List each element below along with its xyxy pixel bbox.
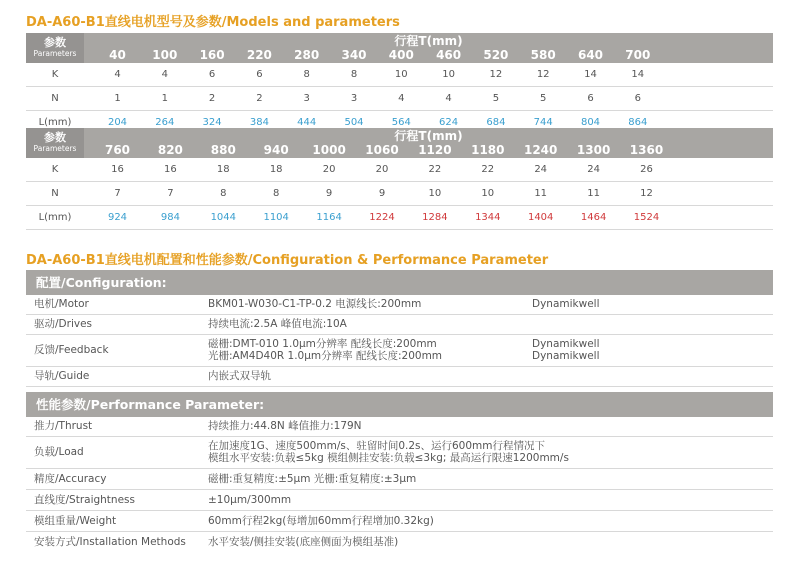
- stroke-value: 1000: [312, 143, 346, 157]
- stroke-value: 520: [483, 48, 509, 62]
- cell-n: 1: [114, 93, 121, 104]
- row-label: N: [51, 188, 59, 199]
- accuracy-value: 磁栅:重复精度:±5μm 光栅:重复精度:±3μm: [208, 473, 417, 485]
- stroke-value: 340: [341, 48, 367, 62]
- perf-row-straightness: [26, 490, 773, 511]
- stroke-label: 行程T(mm): [394, 34, 463, 48]
- cell-l: 864: [628, 117, 648, 128]
- cell-k: 20: [322, 164, 336, 175]
- config-row-feedback: [26, 335, 773, 367]
- motor-brand: Dynamikwell: [532, 298, 600, 310]
- cell-k: 10: [394, 69, 408, 80]
- cell-n: 8: [273, 188, 280, 199]
- row-label: K: [51, 164, 59, 175]
- feedback-line-1: 磁栅:DMT-010 1.0μm分辨率 配线长度:200mm: [208, 338, 437, 350]
- cell-l: 1524: [633, 212, 660, 223]
- cell-n: 6: [634, 93, 641, 104]
- cell-n: 4: [398, 93, 405, 104]
- stroke-value: 400: [388, 48, 414, 62]
- stroke-value: 700: [625, 48, 651, 62]
- cell-k: 4: [161, 69, 168, 80]
- cell-l: 744: [533, 117, 553, 128]
- cell-l: 1464: [580, 212, 607, 223]
- thrust-label: 推力/Thrust: [34, 420, 93, 432]
- cell-k: 8: [350, 69, 358, 80]
- row-label: N: [51, 93, 59, 104]
- load-label: 负载/Load: [34, 446, 84, 458]
- cell-l: 384: [249, 117, 269, 128]
- cell-k: 12: [536, 69, 550, 80]
- cell-k: 10: [442, 69, 455, 80]
- installation-value: 水平安装/侧挂安装(底座侧面为模组基准): [208, 536, 399, 548]
- stroke-value: 1240: [523, 143, 558, 157]
- cell-l: 1044: [210, 212, 237, 223]
- stroke-label: 行程T(mm): [394, 129, 463, 143]
- guide-label: 导轨/Guide: [34, 370, 90, 382]
- stroke-value: 760: [104, 143, 131, 157]
- cell-n: 4: [445, 93, 452, 104]
- cell-k: 8: [303, 69, 310, 80]
- row-label: K: [51, 69, 59, 80]
- cell-l: 444: [297, 117, 317, 128]
- config-row-drives: [26, 315, 773, 335]
- stroke-value: 1180: [471, 143, 505, 157]
- perf-row-weight: [26, 511, 773, 532]
- config-row-motor: [26, 295, 773, 315]
- cell-l: 1104: [263, 212, 289, 223]
- cell-n: 12: [640, 188, 653, 199]
- cell-l: 264: [155, 117, 175, 128]
- cell-k: 24: [587, 164, 600, 175]
- cell-l: 504: [344, 117, 364, 128]
- drives-value: 持续电流:2.5A 峰值电流:10A: [208, 318, 347, 330]
- perf-row-thrust: [26, 417, 773, 437]
- config-section-title: DA-A60-B1直线电机配置和性能参数/Configuration & Performance Parameter: [26, 253, 549, 268]
- stroke-value: 880: [210, 143, 236, 157]
- feedback-brand-1: Dynamikwell: [532, 338, 600, 350]
- cell-l: 924: [107, 212, 128, 223]
- cell-n: 1: [161, 93, 168, 104]
- cell-l: 624: [439, 117, 459, 128]
- row-l: [26, 206, 773, 230]
- stroke-value: 280: [294, 48, 320, 62]
- cell-k: 6: [208, 69, 216, 80]
- cell-n: 3: [350, 93, 358, 104]
- cell-n: 6: [587, 93, 594, 104]
- cell-k: 12: [489, 69, 503, 80]
- cell-n: 9: [325, 188, 333, 199]
- stroke-value: 160: [199, 48, 225, 62]
- param-cell: [26, 33, 84, 63]
- models-section-title: DA-A60-B1直线电机型号及参数/Models and parameters: [26, 15, 400, 30]
- perf-row-installation: [26, 532, 773, 552]
- stroke-value: 100: [152, 48, 178, 62]
- cell-n: 3: [303, 93, 310, 104]
- row-k: [26, 63, 773, 87]
- table-header: [26, 33, 773, 63]
- stroke-value: 40: [109, 48, 126, 62]
- stroke-value: 820: [157, 143, 183, 157]
- stroke-value: 640: [577, 48, 604, 62]
- cell-l: 1164: [316, 212, 342, 223]
- drives-label: 驱动/Drives: [34, 318, 93, 330]
- performance-header: 性能参数/Performance Parameter:: [26, 392, 773, 417]
- feedback-line-2: 光栅:AM4D40R 1.0μm分辨率 配线长度:200mm: [208, 350, 443, 362]
- weight-value: 60mm行程2kg(每增加60mm行程增加0.32kg): [208, 515, 434, 527]
- installation-label: 安装方式/Installation Methods: [34, 536, 186, 548]
- feedback-label: 反馈/Feedback: [34, 344, 109, 356]
- perf-row-accuracy: [26, 469, 773, 490]
- cell-k: 22: [481, 164, 495, 175]
- row-n: [26, 182, 773, 206]
- config-table: [26, 270, 773, 552]
- load-line-1: 在加速度1G、速度500mm/s、驻留时间0.2s、运行600mm行程情况下: [208, 440, 545, 452]
- cell-k: 16: [111, 164, 124, 175]
- configuration-header: 配置/Configuration:: [26, 270, 773, 295]
- motor-value: BKM01-W030-C1-TP-0.2 电源线长:200mm: [208, 298, 422, 310]
- parameter-table-2: [26, 128, 773, 230]
- cell-n: 5: [540, 93, 547, 104]
- stroke-value: 460: [436, 48, 462, 62]
- load-line-2: 模组水平安装:负载≤5kg 模组侧挂安装:负载≤3kg; 最高运行限速1200mm/s: [208, 452, 569, 464]
- row-k: [26, 158, 773, 182]
- cell-n: 11: [587, 188, 600, 199]
- row-label: L(mm): [38, 212, 72, 223]
- param-label-cn: 参数: [44, 131, 66, 144]
- cell-n: 2: [208, 93, 216, 104]
- cell-n: 7: [114, 188, 121, 199]
- cell-k: 6: [256, 69, 263, 80]
- config-row-guide: [26, 367, 773, 387]
- straightness-label: 直线度/Straightness: [34, 494, 135, 506]
- cell-l: 204: [107, 117, 128, 128]
- cell-l: 1224: [369, 212, 395, 223]
- row-label: L(mm): [38, 117, 72, 128]
- cell-n: 8: [220, 188, 227, 199]
- cell-k: 16: [164, 164, 177, 175]
- stroke-value: 1120: [418, 143, 452, 157]
- cell-n: 2: [256, 93, 263, 104]
- motor-label: 电机/Motor: [34, 298, 89, 310]
- stroke-value: 1060: [365, 143, 399, 157]
- cell-l: 804: [580, 117, 601, 128]
- param-cell: [26, 128, 84, 158]
- cell-k: 14: [631, 69, 645, 80]
- stroke-value: 580: [530, 48, 556, 62]
- cell-n: 10: [481, 188, 495, 199]
- cell-k: 18: [269, 164, 283, 175]
- cell-k: 14: [584, 69, 597, 80]
- stroke-value: 940: [263, 143, 289, 157]
- cell-n: 7: [167, 188, 174, 199]
- cell-l: 1284: [422, 212, 448, 223]
- cell-k: 22: [428, 164, 442, 175]
- cell-n: 10: [428, 188, 442, 199]
- table-header: [26, 128, 773, 158]
- weight-label: 模组重量/Weight: [34, 515, 117, 527]
- straightness-value: ±10μm/300mm: [208, 494, 292, 506]
- cell-k: 20: [375, 164, 389, 175]
- guide-value: 内嵌式双导轨: [208, 370, 271, 382]
- cell-n: 9: [378, 188, 386, 199]
- parameter-table-1: [26, 33, 773, 135]
- perf-row-load: [26, 437, 773, 469]
- cell-k: 24: [534, 164, 548, 175]
- cell-l: 324: [202, 117, 222, 128]
- feedback-brand-2: Dynamikwell: [532, 350, 600, 362]
- cell-k: 26: [640, 164, 653, 175]
- param-label-en: Parameters: [33, 144, 77, 153]
- param-label-en: Parameters: [33, 49, 77, 58]
- cell-k: 18: [216, 164, 230, 175]
- thrust-value: 持续推力:44.8N 峰值推力:179N: [208, 420, 362, 432]
- accuracy-label: 精度/Accuracy: [34, 473, 107, 485]
- cell-l: 984: [160, 212, 180, 223]
- cell-l: 1404: [527, 212, 554, 223]
- stroke-value: 220: [246, 48, 272, 62]
- stroke-value: 1300: [576, 143, 611, 157]
- row-n: [26, 87, 773, 111]
- cell-l: 684: [486, 117, 506, 128]
- cell-k: 4: [114, 69, 121, 80]
- cell-n: 5: [492, 93, 500, 104]
- stroke-value: 1360: [629, 143, 664, 157]
- cell-n: 11: [534, 188, 548, 199]
- param-label-cn: 参数: [44, 36, 66, 49]
- cell-l: 564: [391, 117, 411, 128]
- cell-l: 1344: [475, 212, 501, 223]
